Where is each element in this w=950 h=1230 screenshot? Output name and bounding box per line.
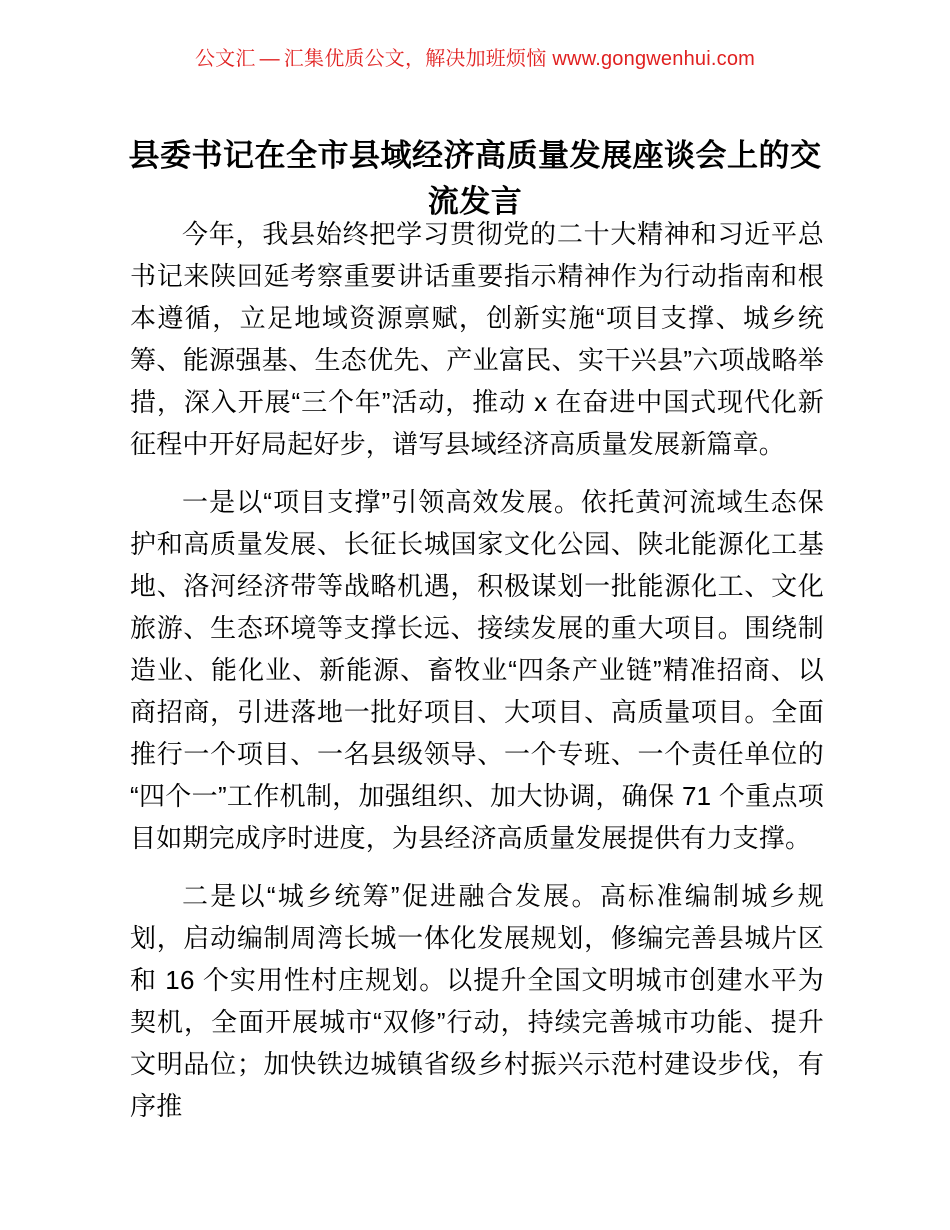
site-brand-name: 公文汇: [194, 48, 256, 70]
site-slogan: 汇集优质公文，解决加班烦恼: [283, 48, 547, 70]
paragraph-section-two: 二是以“城乡统筹”促进融合发展。高标准编制城乡规划，启动编制周湾长城一体化发展规划，修编完善县城片区和 16 个实用性村庄规划。以提升全国文明城市创建水平为契机，全面开展城市“双修”行动，持续完善城市功能、提升文明品位；加快铁边城镇省级乡村振兴示范村建设步伐，有序推: [130, 881, 824, 1121]
paragraph-section-one: 一是以“项目支撑”引领高效发展。依托黄河流域生态保护和高质量发展、长征长城国家文化公园、陕北能源化工基地、洛河经济带等战略机遇，积极谋划一批能源化工、文化旅游、生态环境等支撑长远、接续发展的重大项目。围绕制造业、能化业、新能源、畜牧业“四条产业链”精准招商、以商招商，引进落地一批好项目、大项目、高质量项目。全面推行一个项目、一名县级领导、一个专班、一个责任单位的“四个一”工作机制，加强组织、加大协调，确保 71 个重点项目如期完成序时进度，为县经济高质量发展提供有力支撑。: [130, 487, 824, 853]
paragraph-intro: 今年，我县始终把学习贯彻党的二十大精神和习近平总书记来陕回延考察重要讲话重要指示精神作为行动指南和根本遵循，立足地域资源禀赋，创新实施“项目支撑、城乡统筹、能源强基、生态优先、产业富民、实干兴县”六项战略举措，深入开展“三个年”活动，推动 x 在奋进中国式现代化新征程中开好局起好步，谱写县域经济高质量发展新篇章。: [130, 219, 824, 459]
site-watermark-banner: [0, 45, 950, 73]
banner-dash-separator: —: [259, 48, 280, 70]
document-body: [130, 213, 824, 1127]
site-url: www.gongwenhui.com: [552, 48, 756, 70]
document-title: 县委书记在全市县域经济高质量发展座谈会上的交流发言: [128, 137, 822, 219]
